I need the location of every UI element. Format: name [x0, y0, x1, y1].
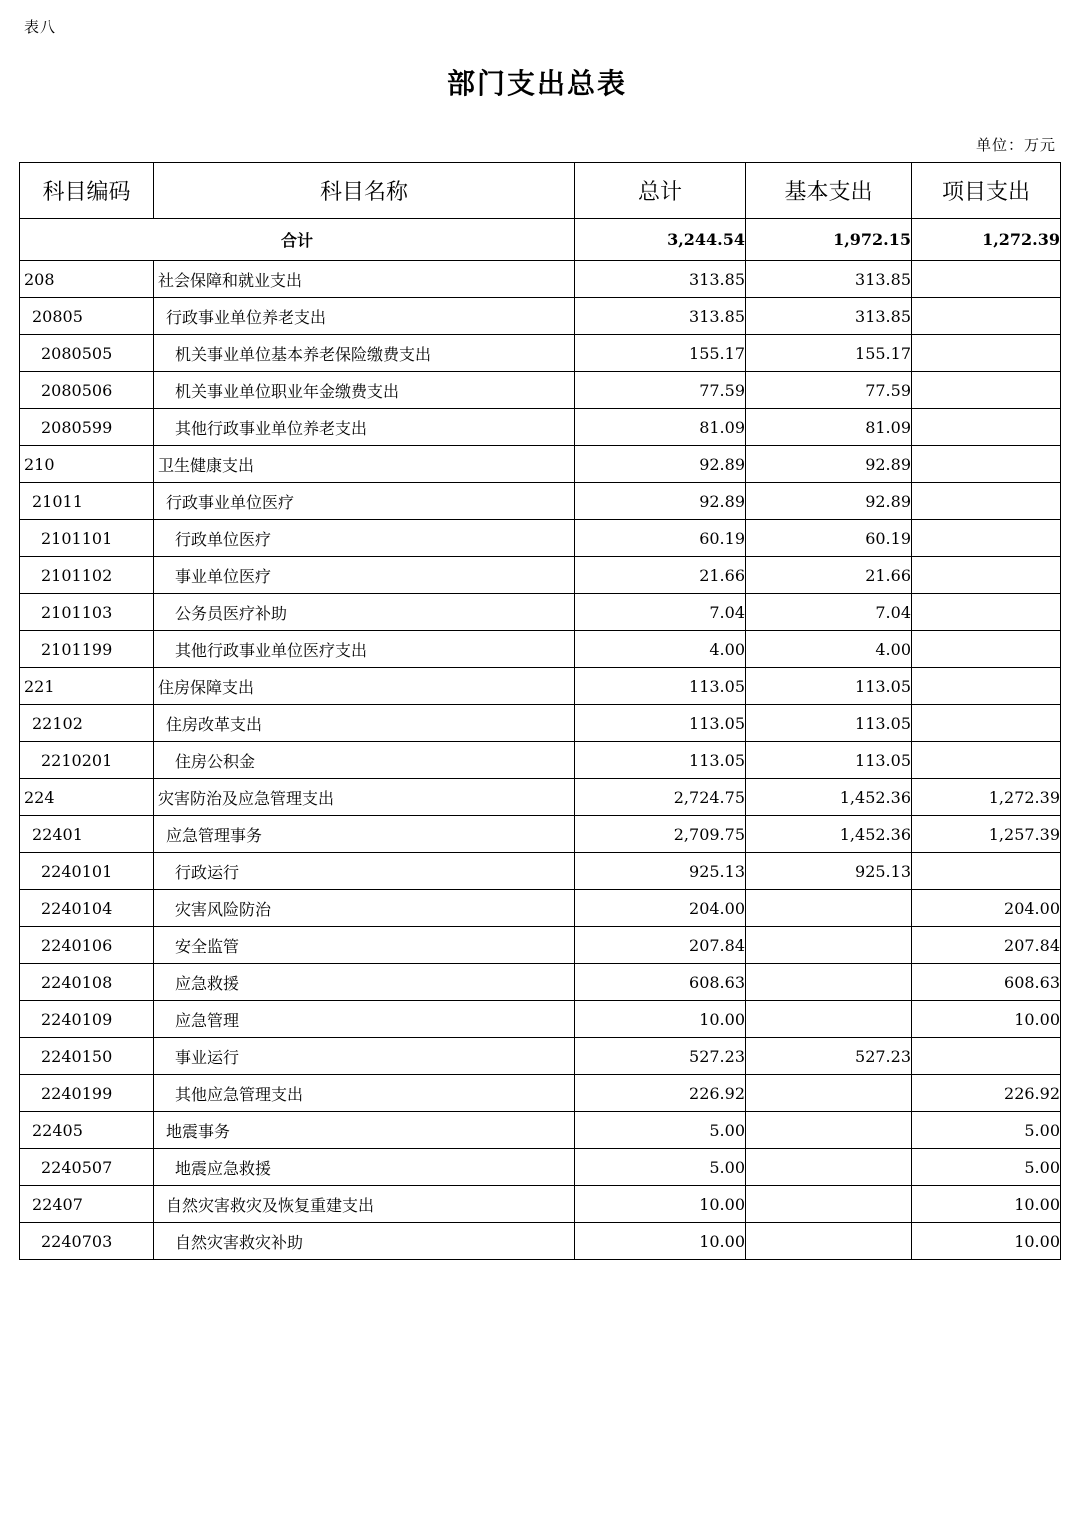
row-code: 2210201: [20, 742, 154, 779]
row-code: 2240109: [20, 1001, 154, 1038]
total-label: 合计: [20, 219, 575, 261]
expenditure-table: [19, 162, 1061, 1260]
row-total: 2,724.75: [575, 779, 746, 816]
row-total: 77.59: [575, 372, 746, 409]
row-basic: 21.66: [746, 557, 912, 594]
total-row: [20, 219, 1061, 261]
row-project: 1,272.39: [912, 779, 1061, 816]
table-row: [20, 1038, 1061, 1075]
row-code: 2101102: [20, 557, 154, 594]
row-project: [912, 372, 1061, 409]
row-project: [912, 335, 1061, 372]
row-name: 自然灾害救灾补助: [154, 1223, 575, 1260]
row-total: 92.89: [575, 446, 746, 483]
row-project: 5.00: [912, 1149, 1061, 1186]
row-total: 204.00: [575, 890, 746, 927]
row-name: 行政事业单位养老支出: [154, 298, 575, 335]
row-project: 204.00: [912, 890, 1061, 927]
row-basic: [746, 1223, 912, 1260]
row-name: 地震应急救援: [154, 1149, 575, 1186]
row-total: 10.00: [575, 1001, 746, 1038]
row-name: 事业单位医疗: [154, 557, 575, 594]
table-row: [20, 631, 1061, 668]
row-total: 10.00: [575, 1186, 746, 1223]
row-basic: 7.04: [746, 594, 912, 631]
row-basic: 1,452.36: [746, 816, 912, 853]
row-code: 224: [20, 779, 154, 816]
row-project: 5.00: [912, 1112, 1061, 1149]
row-basic: 92.89: [746, 446, 912, 483]
total-basic: 1,972.15: [746, 219, 912, 261]
row-basic: [746, 1075, 912, 1112]
table-row: [20, 927, 1061, 964]
table-header-row: [20, 163, 1061, 219]
row-name: 安全监管: [154, 927, 575, 964]
row-code: 2240104: [20, 890, 154, 927]
row-project: [912, 557, 1061, 594]
row-code: 2240703: [20, 1223, 154, 1260]
row-total: 5.00: [575, 1149, 746, 1186]
row-total: 113.05: [575, 668, 746, 705]
column-header-total: 总计: [575, 163, 746, 219]
row-basic: [746, 890, 912, 927]
row-code: 2080505: [20, 335, 154, 372]
row-project: [912, 705, 1061, 742]
row-basic: 77.59: [746, 372, 912, 409]
table-row: [20, 742, 1061, 779]
table-row: [20, 335, 1061, 372]
table-row: [20, 261, 1061, 298]
row-project: [912, 742, 1061, 779]
row-code: 2101101: [20, 520, 154, 557]
unit-label: 单位：万元: [975, 136, 1056, 154]
row-total: 2,709.75: [575, 816, 746, 853]
row-project: 1,257.39: [912, 816, 1061, 853]
row-code: 2240507: [20, 1149, 154, 1186]
row-project: 608.63: [912, 964, 1061, 1001]
table-row: [20, 964, 1061, 1001]
row-code: 2240150: [20, 1038, 154, 1075]
table-row: [20, 1223, 1061, 1260]
row-total: 10.00: [575, 1223, 746, 1260]
row-total: 226.92: [575, 1075, 746, 1112]
row-basic: 527.23: [746, 1038, 912, 1075]
row-project: [912, 520, 1061, 557]
table-row: [20, 372, 1061, 409]
row-project: 207.84: [912, 927, 1061, 964]
row-total: 113.05: [575, 742, 746, 779]
table-row: [20, 520, 1061, 557]
row-total: 92.89: [575, 483, 746, 520]
row-name: 应急管理: [154, 1001, 575, 1038]
row-basic: 4.00: [746, 631, 912, 668]
row-basic: 92.89: [746, 483, 912, 520]
table-row: [20, 1001, 1061, 1038]
row-code: 2101199: [20, 631, 154, 668]
table-row: [20, 1112, 1061, 1149]
row-name: 地震事务: [154, 1112, 575, 1149]
table-row: [20, 1149, 1061, 1186]
row-project: [912, 446, 1061, 483]
table-row: [20, 853, 1061, 890]
row-code: 2080599: [20, 409, 154, 446]
row-project: [912, 631, 1061, 668]
total-project: 1,272.39: [912, 219, 1061, 261]
table-row: [20, 890, 1061, 927]
row-name: 其他行政事业单位医疗支出: [154, 631, 575, 668]
column-header-code: 科目编码: [20, 163, 154, 219]
row-basic: 1,452.36: [746, 779, 912, 816]
row-project: 10.00: [912, 1223, 1061, 1260]
row-name: 事业运行: [154, 1038, 575, 1075]
row-code: 2240199: [20, 1075, 154, 1112]
row-project: [912, 1038, 1061, 1075]
row-project: [912, 483, 1061, 520]
row-name: 住房公积金: [154, 742, 575, 779]
row-project: 10.00: [912, 1001, 1061, 1038]
row-code: 22405: [20, 1112, 154, 1149]
row-basic: 81.09: [746, 409, 912, 446]
row-code: 20805: [20, 298, 154, 335]
row-basic: 155.17: [746, 335, 912, 372]
row-basic: [746, 1001, 912, 1038]
row-code: 2240106: [20, 927, 154, 964]
table-row: [20, 668, 1061, 705]
row-total: 608.63: [575, 964, 746, 1001]
table-row: [20, 298, 1061, 335]
row-name: 行政运行: [154, 853, 575, 890]
row-basic: [746, 1112, 912, 1149]
row-basic: 113.05: [746, 742, 912, 779]
row-code: 210: [20, 446, 154, 483]
row-project: 10.00: [912, 1186, 1061, 1223]
row-name: 其他行政事业单位养老支出: [154, 409, 575, 446]
total-sum: 3,244.54: [575, 219, 746, 261]
row-code: 21011: [20, 483, 154, 520]
row-basic: 925.13: [746, 853, 912, 890]
row-total: 81.09: [575, 409, 746, 446]
row-basic: 113.05: [746, 705, 912, 742]
column-header-basic: 基本支出: [746, 163, 912, 219]
row-project: [912, 261, 1061, 298]
page-title: 部门支出总表: [446, 67, 627, 100]
row-code: 22102: [20, 705, 154, 742]
table-row: [20, 446, 1061, 483]
row-project: [912, 409, 1061, 446]
row-basic: [746, 964, 912, 1001]
row-total: 7.04: [575, 594, 746, 631]
row-name: 应急管理事务: [154, 816, 575, 853]
row-name: 公务员医疗补助: [154, 594, 575, 631]
row-name: 行政单位医疗: [154, 520, 575, 557]
table-row: [20, 779, 1061, 816]
row-total: 4.00: [575, 631, 746, 668]
row-name: 灾害风险防治: [154, 890, 575, 927]
table-row: [20, 483, 1061, 520]
row-name: 社会保障和就业支出: [154, 261, 575, 298]
row-name: 住房改革支出: [154, 705, 575, 742]
row-total: 5.00: [575, 1112, 746, 1149]
row-code: 208: [20, 261, 154, 298]
row-basic: [746, 1186, 912, 1223]
table-row: [20, 594, 1061, 631]
row-total: 313.85: [575, 261, 746, 298]
row-project: [912, 594, 1061, 631]
table-row: [20, 409, 1061, 446]
row-project: [912, 853, 1061, 890]
row-name: 机关事业单位职业年金缴费支出: [154, 372, 575, 409]
row-code: 2080506: [20, 372, 154, 409]
row-name: 住房保障支出: [154, 668, 575, 705]
row-basic: 313.85: [746, 298, 912, 335]
row-total: 925.13: [575, 853, 746, 890]
row-total: 155.17: [575, 335, 746, 372]
table-number-label: 表八: [24, 18, 57, 36]
row-name: 其他应急管理支出: [154, 1075, 575, 1112]
row-code: 22401: [20, 816, 154, 853]
row-code: 221: [20, 668, 154, 705]
column-header-project: 项目支出: [912, 163, 1061, 219]
row-total: 313.85: [575, 298, 746, 335]
table-row: [20, 1186, 1061, 1223]
table-row: [20, 705, 1061, 742]
row-code: 2240108: [20, 964, 154, 1001]
row-basic: [746, 927, 912, 964]
table-row: [20, 816, 1061, 853]
row-name: 机关事业单位基本养老保险缴费支出: [154, 335, 575, 372]
table-row: [20, 557, 1061, 594]
row-code: 2240101: [20, 853, 154, 890]
column-header-name: 科目名称: [154, 163, 575, 219]
row-project: [912, 298, 1061, 335]
row-basic: 60.19: [746, 520, 912, 557]
row-code: 22407: [20, 1186, 154, 1223]
row-name: 卫生健康支出: [154, 446, 575, 483]
row-name: 行政事业单位医疗: [154, 483, 575, 520]
row-project: [912, 668, 1061, 705]
row-total: 113.05: [575, 705, 746, 742]
row-total: 60.19: [575, 520, 746, 557]
row-basic: 113.05: [746, 668, 912, 705]
row-total: 207.84: [575, 927, 746, 964]
table-row: [20, 1075, 1061, 1112]
row-name: 灾害防治及应急管理支出: [154, 779, 575, 816]
row-basic: 313.85: [746, 261, 912, 298]
row-project: 226.92: [912, 1075, 1061, 1112]
row-name: 自然灾害救灾及恢复重建支出: [154, 1186, 575, 1223]
row-code: 2101103: [20, 594, 154, 631]
row-total: 21.66: [575, 557, 746, 594]
row-total: 527.23: [575, 1038, 746, 1075]
row-basic: [746, 1149, 912, 1186]
row-name: 应急救援: [154, 964, 575, 1001]
